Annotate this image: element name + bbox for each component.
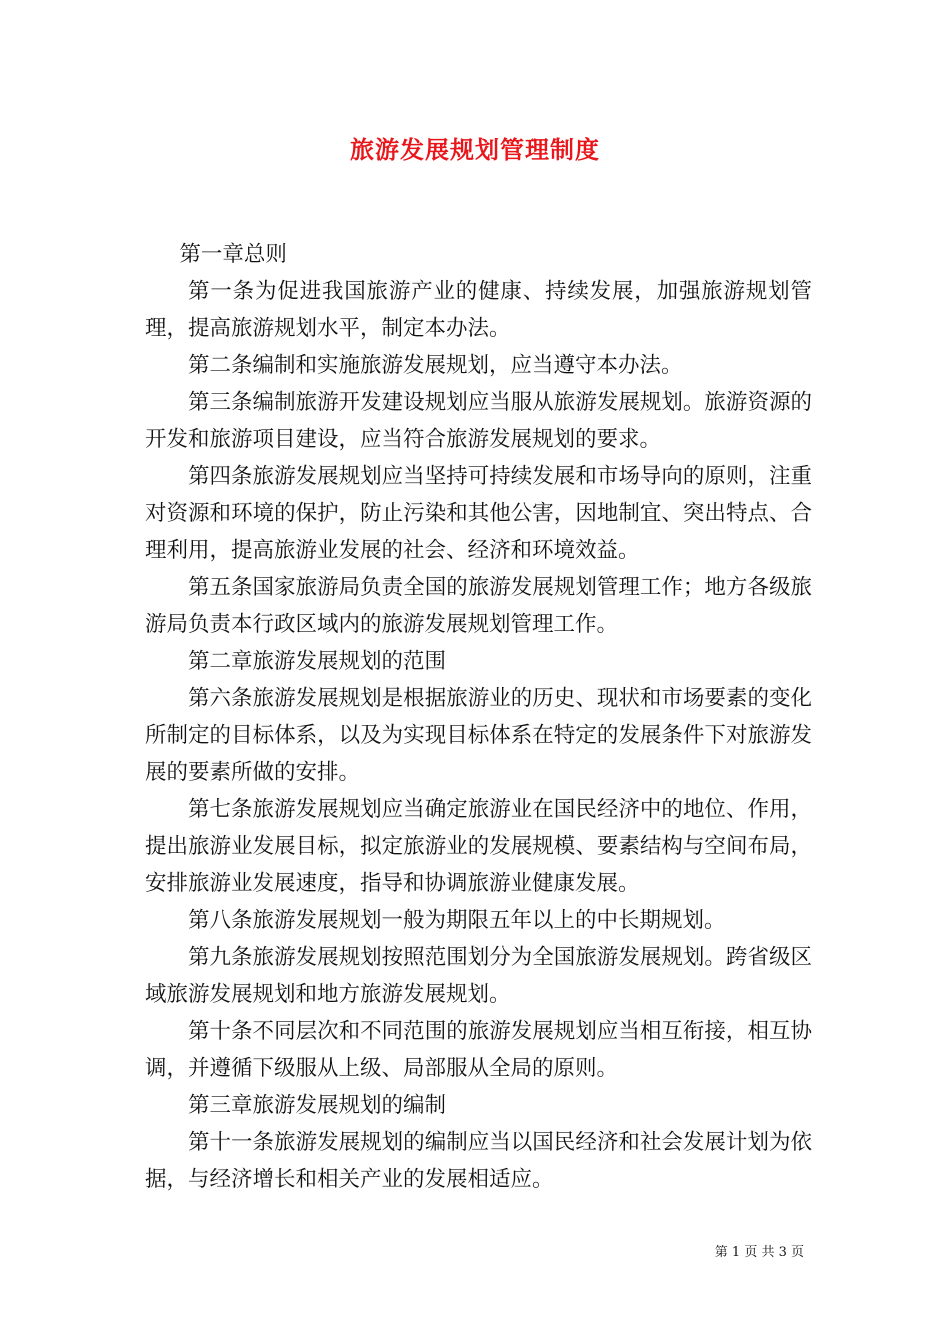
article-paragraph: 第四条旅游发展规划应当坚持可持续发展和市场导向的原则，注重对资源和环境的保护，防止污染和其他公害，因地制宜、突出特点、合理利用，提高旅游业发展的社会、经济和环境效益。 xyxy=(145,464,812,563)
chapter-heading: 第二章旅游发展规划的范围 xyxy=(188,649,447,674)
chapter-heading: 第一章总则 xyxy=(179,242,287,267)
article-paragraph: 第七条旅游发展规划应当确定旅游业在国民经济中的地位、作用，提出旅游业发展目标，拟定旅游业的发展规模、要素结构与空间布局，安排旅游业发展速度，指导和协调旅游业健康发展。 xyxy=(145,797,812,896)
chapter-heading: 第三章旅游发展规划的编制 xyxy=(188,1093,447,1118)
article-paragraph: 第六条旅游发展规划是根据旅游业的历史、现状和市场要素的变化所制定的目标体系，以及为实现目标体系在特定的发展条件下对旅游发展的要素所做的安排。 xyxy=(145,686,812,785)
article-paragraph: 第八条旅游发展规划一般为期限五年以上的中长期规划。 xyxy=(188,908,726,933)
article-paragraph: 第九条旅游发展规划按照范围划分为全国旅游发展规划。跨省级区域旅游发展规划和地方旅游发展规划。 xyxy=(145,945,812,1007)
page-number-footer: 第 1 页 共 3 页 xyxy=(714,1245,804,1260)
document-title: 旅游发展规划管理制度 xyxy=(350,135,600,164)
article-paragraph: 第三条编制旅游开发建设规划应当服从旅游发展规划。旅游资源的开发和旅游项目建设，应当符合旅游发展规划的要求。 xyxy=(145,390,812,452)
article-paragraph: 第二条编制和实施旅游发展规划，应当遵守本办法。 xyxy=(188,353,683,378)
article-paragraph: 第五条国家旅游局负责全国的旅游发展规划管理工作；地方各级旅游局负责本行政区域内的旅游发展规划管理工作。 xyxy=(145,575,812,637)
article-paragraph: 第十一条旅游发展规划的编制应当以国民经济和社会发展计划为依据，与经济增长和相关产业的发展相适应。 xyxy=(145,1130,812,1192)
article-paragraph: 第一条为促进我国旅游产业的健康、持续发展，加强旅游规划管理，提高旅游规划水平，制定本办法。 xyxy=(145,279,812,341)
article-paragraph: 第十条不同层次和不同范围的旅游发展规划应当相互衔接，相互协调，并遵循下级服从上级、局部服从全局的原则。 xyxy=(145,1019,812,1081)
document-body xyxy=(145,236,812,1198)
